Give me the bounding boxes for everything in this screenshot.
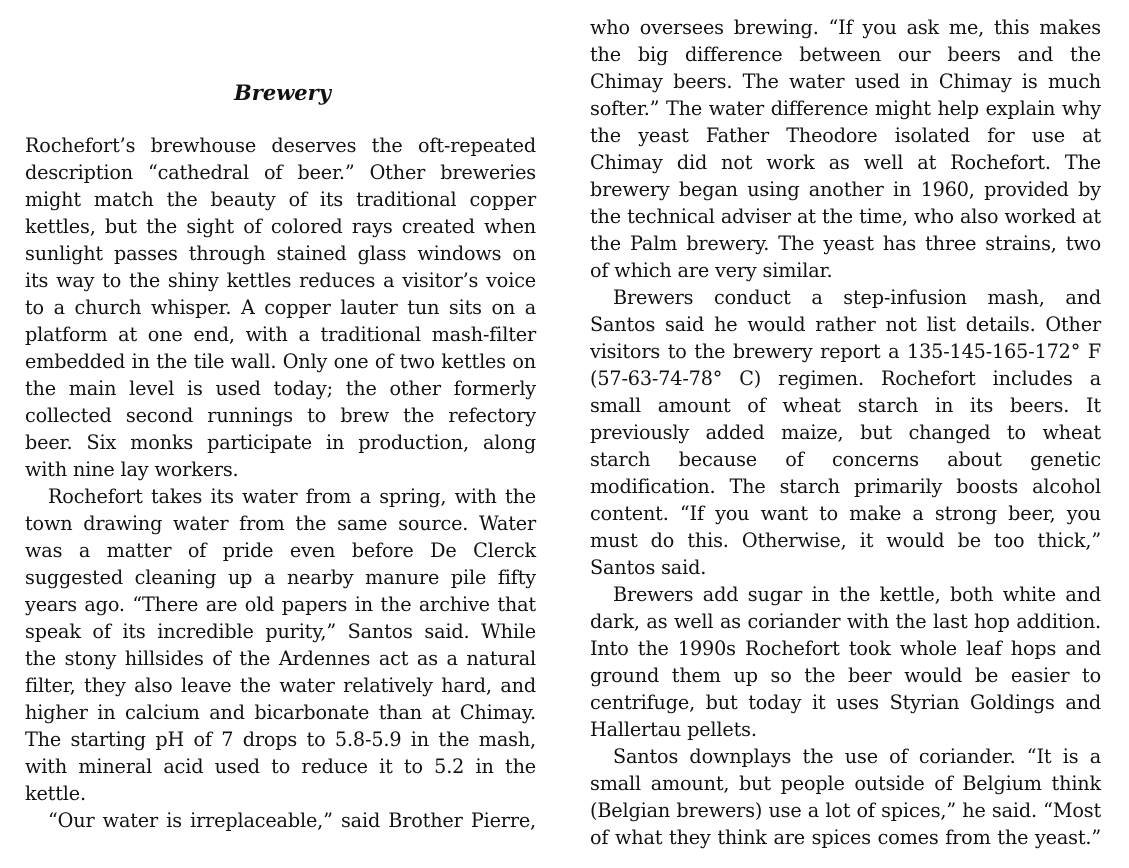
text-line: softer.” The water difference might help explain why	[590, 97, 1101, 120]
text-line: speak of its incredible purity,” Santos said. While	[25, 620, 536, 643]
text-line: Rochefort’s brewhouse deserves the oft-repeated	[25, 134, 536, 157]
text-line: the big difference between our beers and the	[590, 43, 1101, 66]
text-line: ground them up so the beer would be easier to	[590, 664, 1101, 687]
text-line: platform at one end, with a traditional mash-filter	[25, 323, 536, 346]
text-line: small amount, but people outside of Belgium think	[590, 772, 1101, 795]
left-column-text	[25, 132, 536, 834]
section-heading: Brewery	[234, 80, 331, 105]
text-line: The starting pH of 7 drops to 5.8-5.9 in the mash,	[25, 728, 536, 751]
text-line: years ago. “There are old papers in the archive that	[25, 593, 536, 616]
text-line: of which are very similar.	[590, 259, 833, 282]
text-line: brewery began using another in 1960, provided by	[590, 178, 1101, 201]
text-line: Chimay beers. The water used in Chimay is much	[590, 70, 1101, 93]
text-line: the yeast Father Theodore isolated for use at	[590, 124, 1101, 147]
text-line: Chimay did not work as well at Rochefort. The	[590, 151, 1101, 174]
text-line: Brewers add sugar in the kettle, both white and	[613, 583, 1101, 606]
text-line: starch because of concerns about genetic	[590, 448, 1101, 471]
text-line: Hallertau pellets.	[590, 718, 757, 741]
text-line: Santos downplays the use of coriander. “It is a	[613, 745, 1101, 768]
text-line: kettle.	[25, 782, 86, 805]
text-line: Rochefort takes its water from a spring, with the	[48, 485, 536, 508]
text-line: beer. Six monks participate in production, along	[25, 431, 536, 454]
text-line: with mineral acid used to reduce it to 5.2 in the	[25, 755, 536, 778]
text-line: the main level is used today; the other formerly	[25, 377, 536, 400]
text-line: Santos said.	[590, 556, 707, 579]
text-line: sunlight passes through stained glass windows on	[25, 242, 536, 265]
text-line: small amount of wheat starch in its beers. It	[590, 394, 1101, 417]
text-line: must do this. Otherwise, it would be too thick,”	[590, 529, 1101, 552]
text-line: to a church whisper. A copper lauter tun sits on a	[25, 296, 536, 319]
text-line: “Our water is irreplaceable,” said Brother Pierre,	[48, 809, 536, 832]
text-line: embedded in the tile wall. Only one of two kettles on	[25, 350, 536, 373]
text-line: who oversees brewing. “If you ask me, this makes	[590, 16, 1101, 39]
text-line: (57-63-74-78° C) regimen. Rochefort includes a	[590, 367, 1101, 390]
text-line: its way to the shiny kettles reduces a visitor’s voice	[25, 269, 536, 292]
text-line: the Palm brewery. The yeast has three strains, two	[590, 232, 1101, 255]
text-line: (Belgian brewers) use a lot of spices,” he said. “Most	[590, 799, 1101, 822]
left-column	[25, 78, 536, 834]
text-line: modification. The starch primarily boosts alcohol	[590, 475, 1101, 498]
text-line: of what they think are spices comes from the yeast.”	[590, 826, 1101, 849]
right-column-text	[590, 14, 1101, 851]
text-line: previously added maize, but changed to wheat	[590, 421, 1101, 444]
text-line: Brewers conduct a step-infusion mash, and	[613, 286, 1101, 309]
text-line: the technical adviser at the time, who also worked at	[590, 205, 1101, 228]
text-line: Santos said he would rather not list details. Other	[590, 313, 1101, 336]
text-line: town drawing water from the same source. Water	[25, 512, 536, 535]
right-column	[590, 14, 1101, 851]
text-line: description “cathedral of beer.” Other breweries	[25, 161, 536, 184]
text-line: with nine lay workers.	[25, 458, 239, 481]
text-line: might match the beauty of its traditional copper	[25, 188, 536, 211]
text-line: visitors to the brewery report a 135-145-165-172° F	[590, 340, 1101, 363]
text-line: content. “If you want to make a strong beer, you	[590, 502, 1101, 525]
text-line: collected second runnings to brew the refectory	[25, 404, 536, 427]
text-line: was a matter of pride even before De Clerck	[25, 539, 536, 562]
text-line: filter, they also leave the water relatively hard, and	[25, 674, 536, 697]
text-line: the stony hillsides of the Ardennes act as a natural	[25, 647, 536, 670]
text-line: suggested cleaning up a nearby manure pile fifty	[25, 566, 536, 589]
text-line: higher in calcium and bicarbonate than at Chimay.	[25, 701, 536, 724]
text-line: Into the 1990s Rochefort took whole leaf hops and	[590, 637, 1101, 660]
text-line: kettles, but the sight of colored rays created when	[25, 215, 536, 238]
text-line: centrifuge, but today it uses Styrian Goldings and	[590, 691, 1101, 714]
text-line: dark, as well as coriander with the last hop addition.	[590, 610, 1101, 633]
